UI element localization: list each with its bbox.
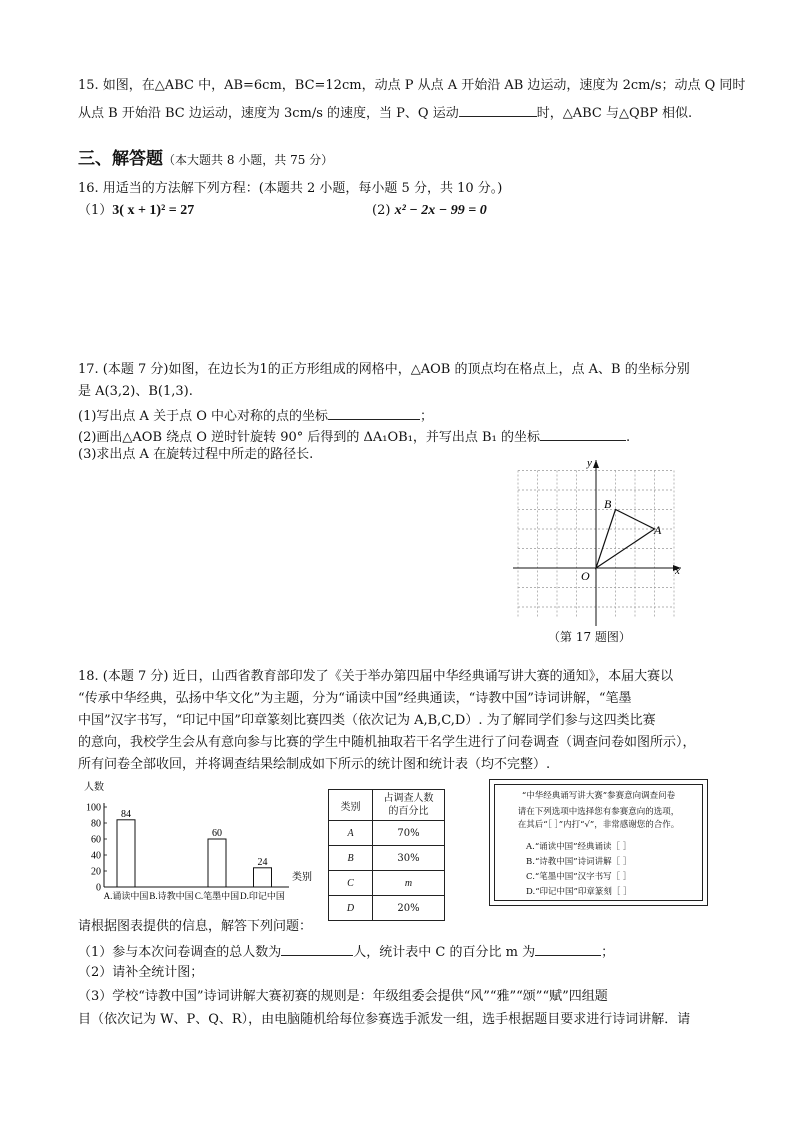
q17-item2-text: (2)画出△AOB 绕点 O 逆时针旋转 90° 后得到的 ΔA₁OB₁，并写出点 B₁ 的坐标 xyxy=(78,430,540,445)
questionnaire-option-d[interactable]: D.“印记中国”印章篆刻［ ］ xyxy=(526,887,632,897)
q18-category-label: D.印记中国 xyxy=(240,891,285,901)
q16-part1 xyxy=(78,202,194,220)
table-row xyxy=(329,821,445,846)
q17-item1-end: ； xyxy=(420,409,434,424)
q18-y-tick-label: 100 xyxy=(86,802,101,814)
q18-sub1-text-a: （1）参与本次问卷调查的总人数为 xyxy=(78,945,282,960)
q17-line2: 是 A(3,2)、B(1,3). xyxy=(78,384,193,399)
q16-p1-equation: 3( x + 1)² = 27 xyxy=(112,203,195,218)
q18-bar xyxy=(117,820,135,887)
table-cell-category: B xyxy=(329,846,373,871)
q17-caption: （第 17 题图） xyxy=(548,630,631,644)
q17-coordinate-graph xyxy=(505,456,695,634)
q18-after: 请根据图表提供的信息，解答下列问题： xyxy=(78,919,313,934)
q18-m-blank[interactable] xyxy=(535,941,601,956)
q18-bar xyxy=(254,868,272,887)
q17-item1 xyxy=(78,405,433,426)
questionnaire-line2: 在其后“［ ］”内打“√”，非常感谢您的合作。 xyxy=(517,820,680,830)
q18-category-label: A.诵读中国 xyxy=(103,891,149,901)
table-cell-category: A xyxy=(329,821,373,846)
section3-header xyxy=(78,150,333,170)
section3-note: （本大题共 8 小题，共 75 分） xyxy=(163,153,334,167)
table-header-percent xyxy=(373,790,445,821)
section3-title: 三、解答题 xyxy=(78,149,163,169)
q17-item2-end: . xyxy=(625,430,631,445)
q18-sub3-line2: 目（依次记为 W、P、Q、R），由电脑随机给每位参赛选手派发一组，选手根据题目要求进行诗词讲解．请 xyxy=(78,1012,691,1027)
questionnaire-option-c[interactable]: C.“笔墨中国”汉字书写［ ］ xyxy=(526,872,632,882)
q16-intro: 16. 用适当的方法解下列方程：(本题共 2 小题，每小题 5 分，共 10 分。) xyxy=(78,181,503,196)
q16-p2-equation: x² − 2x − 99 = 0 xyxy=(394,203,487,218)
header-percent-line1: 占调查人数 xyxy=(383,793,434,804)
q18-category-label: C.笔墨中国 xyxy=(194,891,240,901)
q18-category-labels xyxy=(104,890,285,901)
questionnaire-title: “中华经典诵写讲大赛”参赛意向调查问卷 xyxy=(521,791,676,801)
table-cell-percent: 20% xyxy=(373,896,445,921)
table-row xyxy=(329,896,445,921)
table-cell-percent: 30% xyxy=(373,846,445,871)
questionnaire-line1: 请在下列选项中选择您有参赛意向的选项， xyxy=(517,807,680,817)
q18-bar-value-label: 60 xyxy=(212,828,222,839)
table-cell-category: D xyxy=(329,896,373,921)
table-header-row xyxy=(329,790,445,821)
q18-y-axis-label: 人数 xyxy=(84,782,104,793)
q18-line3: 中国”汉字书写，“印记中国”印章篆刻比赛四类（依次记为 A,B,C,D）. 为了解同学们参与这四类比赛 xyxy=(78,713,656,728)
q17-item1-text: (1)写出点 A 关于点 O 中心对称的点的坐标 xyxy=(78,409,328,424)
q18-y-tick-label: 0 xyxy=(96,882,101,894)
q16-p2-label: (2) xyxy=(372,203,391,218)
q17-x-label: x xyxy=(675,565,680,577)
q17-triangle-aob xyxy=(596,510,655,569)
q17-b-label: B xyxy=(604,497,612,511)
questionnaire-option-b[interactable]: B.“诗教中国”诗词讲解［ ］ xyxy=(526,857,632,867)
q18-stat-table xyxy=(328,789,445,921)
table-row xyxy=(329,871,445,896)
q15-line2-a: 从点 B 开始沿 BC 边运动，速度为 3cm/s 的速度，当 P、Q 运动 xyxy=(78,106,459,121)
q17-y-arrow xyxy=(593,460,599,468)
q17-item3: (3)求出点 A 在旋转过程中所走的路径长. xyxy=(78,447,314,462)
q15-answer-blank[interactable] xyxy=(459,102,537,117)
q17-item2-blank[interactable] xyxy=(540,426,626,441)
q18-line1: 18. (本题 7 分) 近日，山西省教育部印发了《关于举办第四届中华经典诵写讲大赛的通知》，本届大赛以 xyxy=(78,669,674,684)
q18-sub2: （2）请补全统计图； xyxy=(78,965,204,980)
q15-line2-b: 时，△ABC 与△QBP 相似. xyxy=(536,106,693,121)
q15-line2 xyxy=(78,102,692,123)
q18-bar-value-label: 24 xyxy=(257,856,268,868)
q18-sub1-text-b: 人，统计表中 C 的百分比 m 为 xyxy=(353,945,536,960)
q18-line5: 所有问卷全部收回，并将调查结果绘制成如下所示的统计图和统计表（均不完整）. xyxy=(78,757,551,772)
q18-sub1-text-c: ； xyxy=(601,945,615,960)
q18-questionnaire xyxy=(489,779,708,906)
q18-bar-chart xyxy=(74,780,319,910)
table-header-category: 类别 xyxy=(329,790,373,821)
q18-y-tick-label: 20 xyxy=(91,866,101,878)
q17-o-label: O xyxy=(581,569,590,583)
q18-bar xyxy=(208,839,226,887)
table-cell-percent: 70% xyxy=(373,821,445,846)
q18-bar-value-label: 84 xyxy=(121,808,131,820)
q17-a-label: A xyxy=(654,523,662,537)
q17-item2 xyxy=(78,426,630,447)
table-cell-category: C xyxy=(329,871,373,896)
q18-x-axis-label: 类别 xyxy=(292,872,312,883)
q18-category-label: B.诗教中国 xyxy=(149,891,194,901)
q17-line1: 17. (本题 7 分)如图，在边长为1的正方形组成的网格中，△AOB 的顶点均在格点上，点 A、B 的坐标分别 xyxy=(78,362,690,377)
q17-y-label: y xyxy=(587,457,592,469)
q18-total-blank[interactable] xyxy=(281,941,353,956)
q18-y-tick-label: 60 xyxy=(91,834,101,846)
table-row xyxy=(329,846,445,871)
q18-y-tick-label: 40 xyxy=(91,850,101,862)
q18-line2: “传承中华经典，弘扬中华文化”为主题，分为“诵读中国”经典通读，“诗教中国”诗词讲解，“笔墨 xyxy=(78,691,632,706)
q16-p1-label: （1） xyxy=(78,203,113,218)
q18-line4: 的意向，我校学生会从有意向参与比赛的学生中随机抽取若干名学生进行了问卷调查（调查问卷如图所示）， xyxy=(78,735,696,750)
q18-sub1 xyxy=(78,941,614,962)
q18-sub3-line1: （3）学校“诗教中国”诗词讲解大赛初赛的规则是：年级组委会提供“风”“雅”“颂”“赋”四组题 xyxy=(78,989,608,1004)
q17-item1-blank[interactable] xyxy=(328,405,420,420)
q16-part2 xyxy=(372,202,487,220)
table-cell-percent: m xyxy=(373,871,445,896)
q18-bars xyxy=(117,809,272,887)
questionnaire-option-a[interactable]: A.“诵读中国”经典诵读［ ］ xyxy=(526,842,632,852)
q15-line1: 15. 如图，在△ABC 中，AB=6cm，BC=12cm，动点 P 从点 A 开始沿 AB 边运动，速度为 2cm/s；动点 Q 同时 xyxy=(78,78,746,93)
q18-y-tick-label: 80 xyxy=(91,818,101,830)
header-percent-line2: 的百分比 xyxy=(388,806,429,817)
